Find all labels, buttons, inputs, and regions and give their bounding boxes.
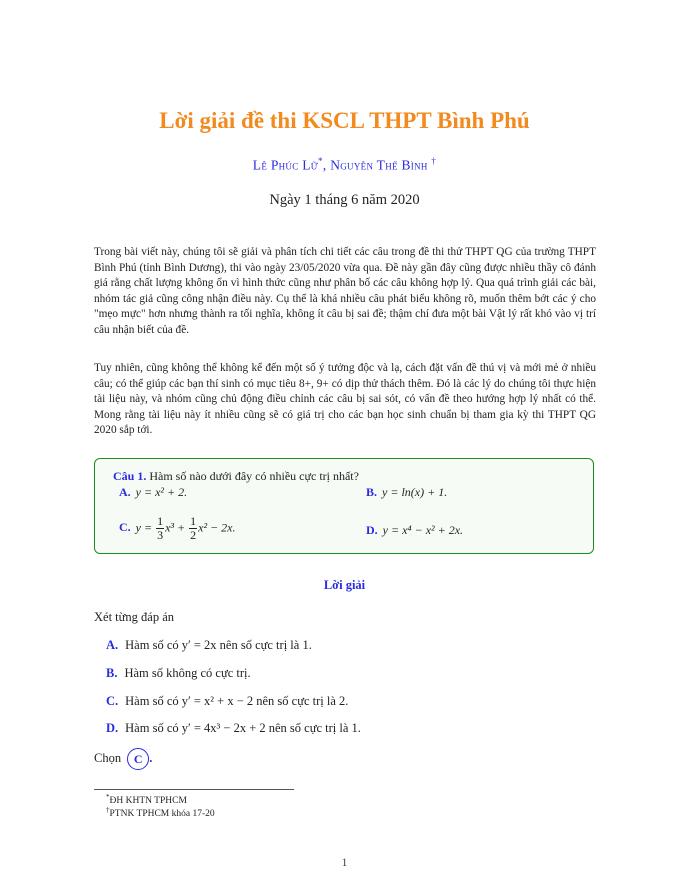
intro-paragraph: Tuy nhiên, cũng không thể không kể đến một số ý tưởng độc và lạ, cách đặt vấn đề thú vị và mới mẻ ở nhiều câu; có thể giúp các bạn thí sinh có mục tiêu 8+, 9+ có dịp thử thách thêm. Đó là các lý do chúng tôi thực hiện tài liệu này, và nhóm cũng chủ động điều chỉnh các câu bị sai sót, có vấn đề theo hướng hợp lý nhất có thể. Mong rằng tài liệu này ít nhiều cũng sẽ có giá trị cho các bạn học sinh chuẩn bị tham gia kỳ thi THPT QG 2020 sắp tới.	[94, 362, 596, 437]
option-c: C. y = $\frac{1}{3}$ x³ + $\frac{1}{2}$ x² − 2x.	[119, 514, 236, 542]
solution-item-a: A. Hàm số có y′ = 2x nên số cực trị là 1.	[106, 638, 312, 652]
author-name: Lê Phúc Lữ	[252, 157, 319, 173]
footnote: †PTNK TPHCM khóa 17-20	[106, 806, 215, 820]
footnote: *ĐH KHTN TPHCM	[106, 793, 187, 807]
fraction: $\frac{1}{2}$	[190, 514, 197, 542]
option-formula: y = x⁴ − x² + 2x.	[382, 523, 464, 537]
answer-line: Chọn C .	[94, 748, 152, 770]
solution-intro: Xét từng đáp án	[94, 610, 175, 624]
option-letter: D.	[366, 523, 378, 537]
choose-label: Chọn	[94, 750, 122, 765]
question-label: Câu 1.	[113, 469, 147, 483]
option-letter: A.	[119, 485, 131, 499]
authors-line: Lê Phúc Lữ*, Nguyễn Thế Bình †	[252, 156, 437, 173]
question-header	[113, 469, 359, 484]
footnote-rule	[94, 789, 294, 790]
solution-item-c: C. Hàm số có y′ = x² + x − 2 nên số cực trị là 2.	[106, 694, 349, 708]
footnote-mark: *	[318, 156, 323, 166]
footnote-mark: †	[431, 156, 437, 166]
option-a	[119, 485, 187, 500]
question-box	[94, 458, 594, 554]
option-d	[366, 523, 463, 538]
solution-item-b: B. Hàm số không có cực trị.	[106, 666, 251, 680]
option-formula: y = ln(x) + 1.	[382, 485, 448, 499]
question-text: Hàm số nào dưới đây có nhiều cực trị nhất?	[149, 469, 359, 483]
author-name: Nguyễn Thế Bình	[330, 157, 428, 173]
document-date: Ngày 1 tháng 6 năm 2020	[269, 192, 420, 208]
option-formula: y = x² + 2.	[135, 485, 188, 499]
answer-circle: C	[127, 748, 149, 770]
intro-paragraph: Trong bài viết này, chúng tôi sẽ giải và phân tích chi tiết các câu trong đề thi thử THPT QG của trường THPT Bình Phú (tỉnh Bình Dương), thi vào ngày 23/05/2020 vừa qua. Đề này gần đây cũng được nhiều thầy cô đánh giá rằng chất lượng không ổn vì hình thức cũng như phân bố các câu không hợp lý. Qua quá trình giải các bài, nhóm tác giả cũng công nhận điều này. Cụ thể là khá nhiều câu phát biểu không rõ, muốn thêm bớt các ý cho "mẹo mực" hơn nhưng thành ra tối nghĩa, không ít câu bị sai đề; thậm chí đưa một bài Vật lý rất khó vào vị trí câu nhận biết của đề.	[94, 246, 596, 336]
option-letter: B.	[366, 485, 378, 499]
page-number: 1	[341, 857, 348, 869]
solution-item-d: D. Hàm số có y′ = 4x³ − 2x + 2 nên số cực trị là 1.	[106, 721, 361, 735]
fraction: $\frac{1}{3}$	[157, 514, 164, 542]
option-b	[366, 485, 447, 500]
option-letter: C.	[119, 520, 131, 535]
document-title: Lời giải đề thi KSCL THPT Bình Phú	[159, 108, 530, 133]
solution-heading: Lời giải	[323, 578, 366, 592]
